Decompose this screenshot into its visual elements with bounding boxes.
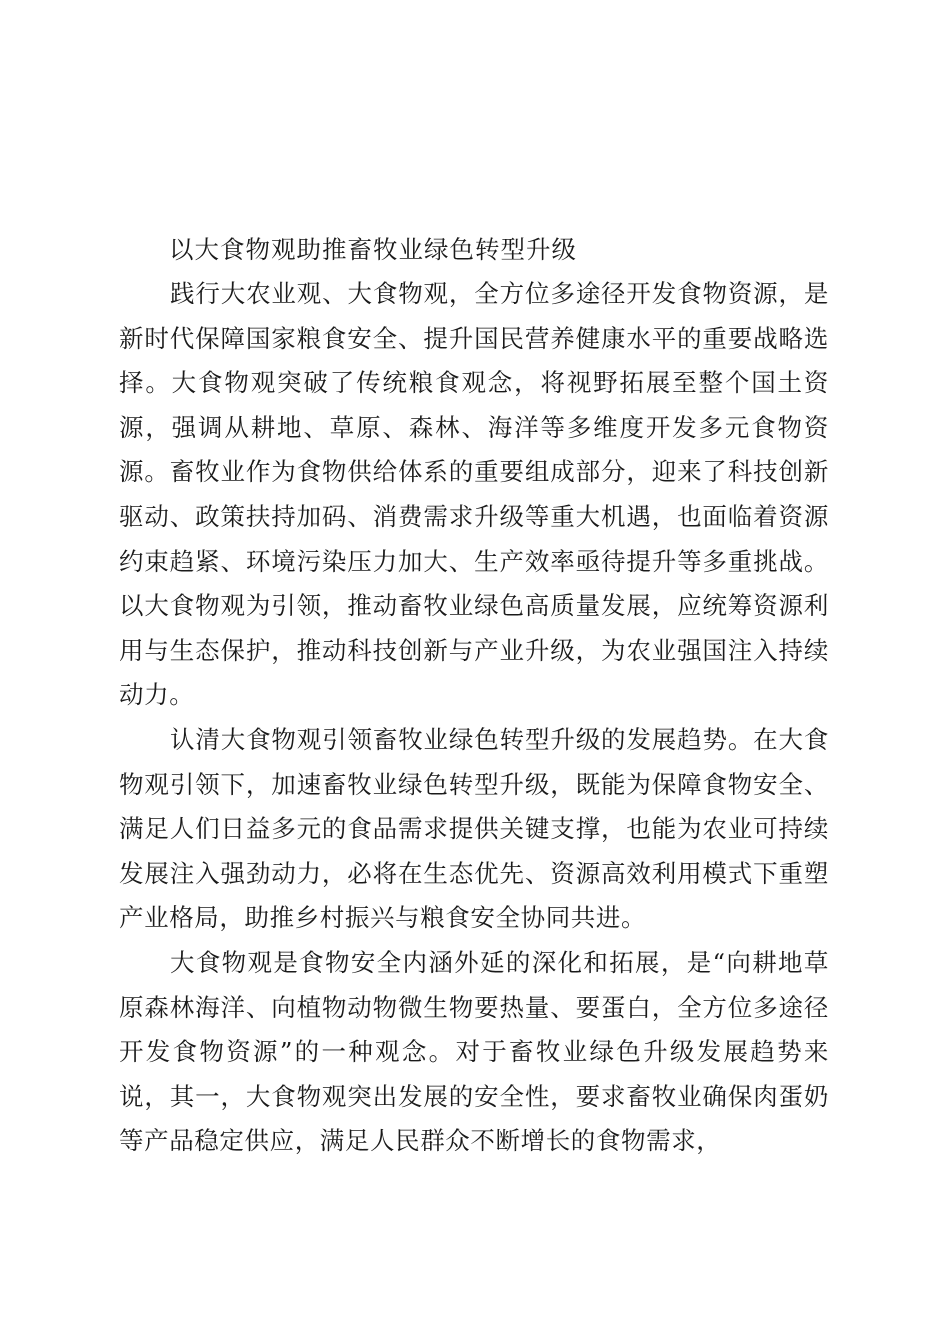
document-title: 以大食物观助推畜牧业绿色转型升级 <box>169 235 577 264</box>
paragraph-3: 大食物观是食物安全内涵外延的深化和拓展，是“向耕地草原森林海洋、向植物动物微生物要热量、要蛋白，全方位多途径开发食物资源”的一种观念。对于畜牧业绿色升级发展趋势来说，其一，大食物观突出发展的安全性，要求畜牧业确保肉蛋奶等产品稳定供应，满足人民群众不断增长的食物需求， <box>119 947 829 1156</box>
paragraph-2: 认清大食物观引领畜牧业绿色转型升级的发展趋势。在大食物观引领下，加速畜牧业绿色转型升级，既能为保障食物安全、满足人们日益多元的食品需求提供关键支撑，也能为农业可持续发展注入强劲动力，必将在生态优先、资源高效利用模式下重塑产业格局，助推乡村振兴与粮食安全协同共进。 <box>119 724 829 933</box>
paragraph-1: 践行大农业观、大食物观，全方位多途径开发食物资源，是新时代保障国家粮食安全、提升国民营养健康水平的重要战略选择。大食物观突破了传统粮食观念，将视野拓展至整个国土资源，强调从耕地、草原、森林、海洋等多维度开发多元食物资源。畜牧业作为食物供给体系的重要组成部分，迎来了科技创新驱动、政策扶持加码、消费需求升级等重大机遇，也面临着资源约束趋紧、环境污染压力加大、生产效率亟待提升等多重挑战。以大食物观为引领，推动畜牧业绿色高质量发展，应统筹资源利用与生态保护，推动科技创新与产业升级，为农业强国注入持续动力。 <box>119 279 829 710</box>
document-body <box>119 228 829 1164</box>
